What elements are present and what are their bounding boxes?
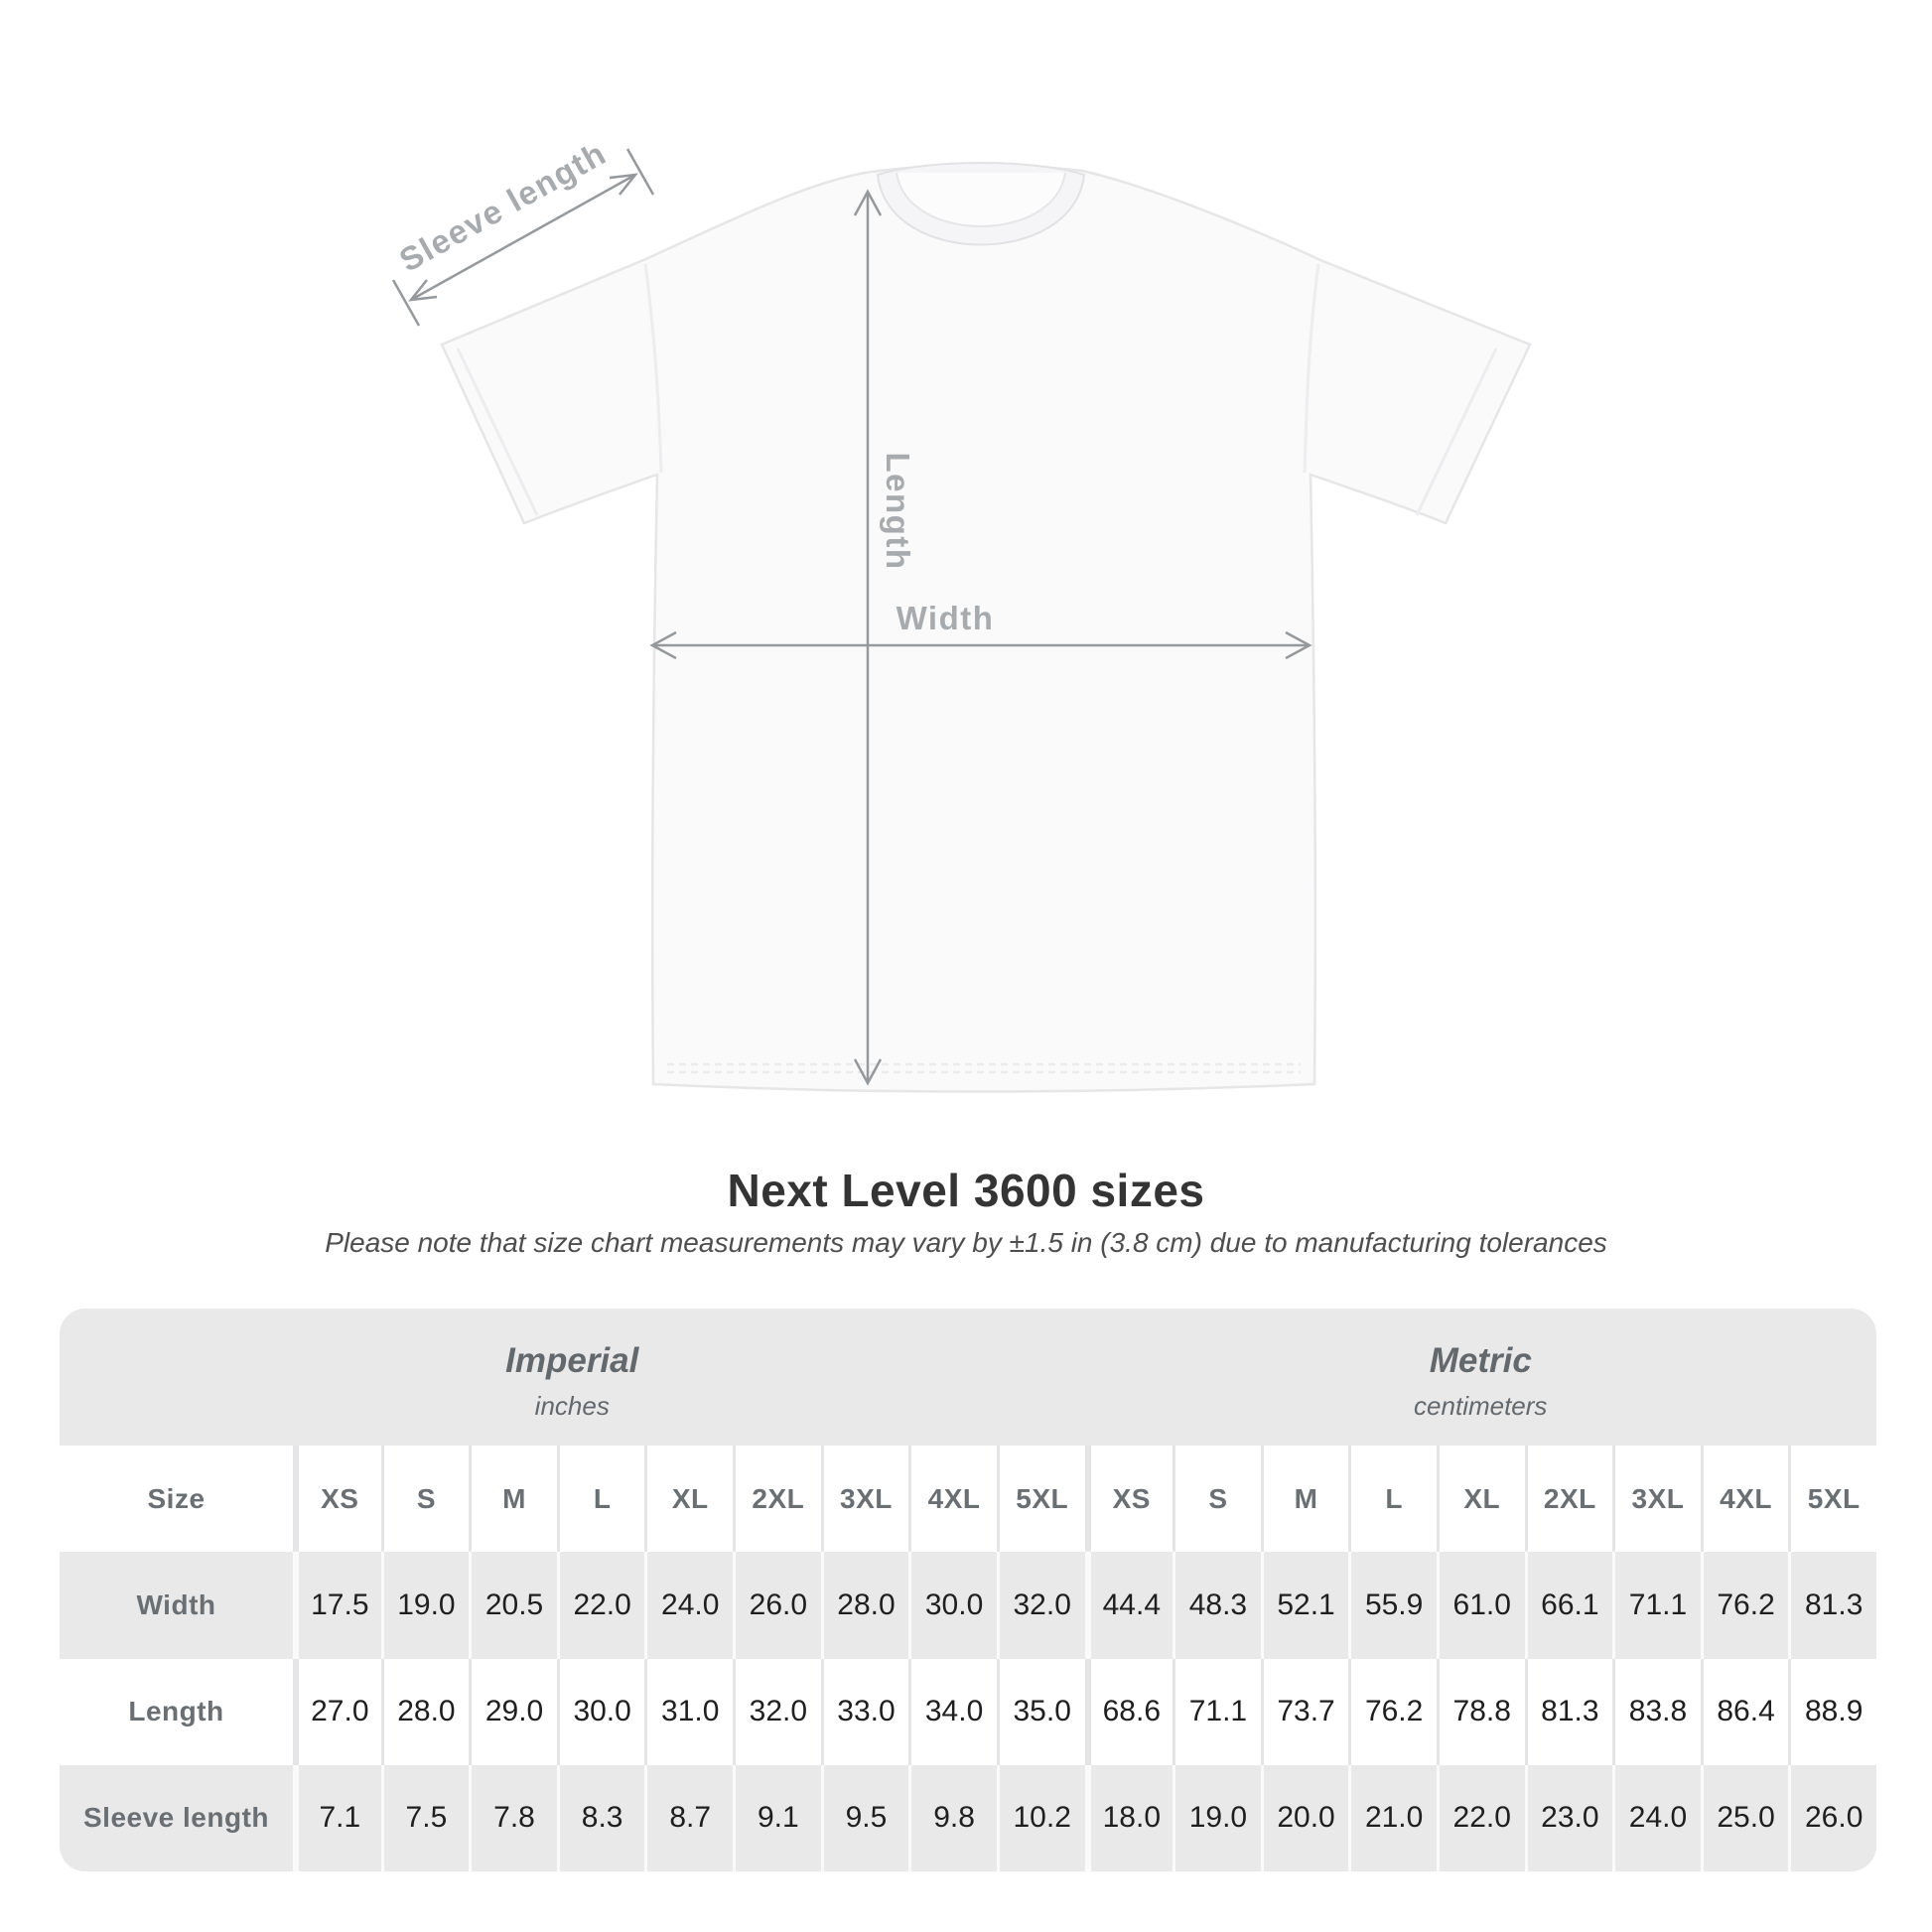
table-cell: 68.6 [1085, 1659, 1173, 1765]
table-cell: 30.0 [557, 1659, 645, 1765]
size-header-imperial-4xl: 4XL [908, 1446, 997, 1552]
size-header-metric-s: S [1173, 1446, 1261, 1552]
table-cell: 27.0 [293, 1659, 381, 1765]
table-cell: 7.1 [293, 1765, 381, 1871]
table-cell: 34.0 [908, 1659, 997, 1765]
table-cell: 32.0 [733, 1659, 821, 1765]
size-header-imperial-s: S [381, 1446, 470, 1552]
table-cell: 66.1 [1525, 1552, 1613, 1658]
table-cell: 76.2 [1348, 1659, 1437, 1765]
table-cell: 8.7 [644, 1765, 733, 1871]
metric-title: Metric [1429, 1340, 1532, 1380]
page-subtitle: Please note that size chart measurements may vary by ±1.5 in (3.8 cm) due to manufacturing tolerances [325, 1227, 1607, 1258]
imperial-unit: inches [534, 1390, 610, 1421]
size-header-metric-4xl: 4XL [1701, 1446, 1789, 1552]
size-header-imperial-l: L [557, 1446, 645, 1552]
table-cell: 86.4 [1701, 1659, 1789, 1765]
size-header-metric-2xl: 2XL [1525, 1446, 1613, 1552]
table-cell: 33.0 [821, 1659, 909, 1765]
table-cell: 8.3 [557, 1765, 645, 1871]
table-cell: 76.2 [1701, 1552, 1789, 1658]
table-cell: 81.3 [1788, 1552, 1876, 1658]
table-cell: 35.0 [997, 1659, 1085, 1765]
table-cell: 24.0 [1612, 1765, 1701, 1871]
width-label: Width [896, 600, 995, 636]
table-cell: 81.3 [1525, 1659, 1613, 1765]
size-header-metric-m: M [1261, 1446, 1349, 1552]
imperial-title: Imperial [505, 1340, 639, 1380]
table-cell: 9.1 [733, 1765, 821, 1871]
size-table [60, 1309, 1876, 1871]
table-cell: 19.0 [381, 1552, 470, 1658]
size-header-imperial-3xl: 3XL [821, 1446, 909, 1552]
table-cell: 28.0 [381, 1659, 470, 1765]
table-cell: 71.1 [1612, 1552, 1701, 1658]
table-cell: 22.0 [1437, 1765, 1525, 1871]
table-cell: 20.0 [1261, 1765, 1349, 1871]
table-cell: 18.0 [1085, 1765, 1173, 1871]
metric-unit: centimeters [1414, 1390, 1548, 1421]
size-header-imperial-xs: XS [293, 1446, 381, 1552]
table-cell: 7.5 [381, 1765, 470, 1871]
table-cell: 52.1 [1261, 1552, 1349, 1658]
table-cell: 7.8 [469, 1765, 557, 1871]
metric-section-header [1085, 1309, 1877, 1446]
table-cell: 30.0 [908, 1552, 997, 1658]
page-title: Next Level 3600 sizes [727, 1165, 1205, 1216]
table-cell: 31.0 [644, 1659, 733, 1765]
size-header-metric-xl: XL [1437, 1446, 1525, 1552]
table-cell: 21.0 [1348, 1765, 1437, 1871]
table-cell: 17.5 [293, 1552, 381, 1658]
table-cell: 9.5 [821, 1765, 909, 1871]
table-cell: 9.8 [908, 1765, 997, 1871]
row-label-length: Length [60, 1659, 293, 1765]
table-cell: 28.0 [821, 1552, 909, 1658]
table-cell: 44.4 [1085, 1552, 1173, 1658]
table-cell: 10.2 [997, 1765, 1085, 1871]
size-header-metric-5xl: 5XL [1788, 1446, 1876, 1552]
size-header-imperial-m: M [469, 1446, 557, 1552]
size-header-metric-3xl: 3XL [1612, 1446, 1701, 1552]
imperial-section-header [60, 1309, 1085, 1446]
table-cell: 32.0 [997, 1552, 1085, 1658]
table-cell: 78.8 [1437, 1659, 1525, 1765]
table-cell: 20.5 [469, 1552, 557, 1658]
sleeve-length-label: Sleeve length [392, 134, 613, 279]
table-cell: 26.0 [1788, 1765, 1876, 1871]
table-cell: 83.8 [1612, 1659, 1701, 1765]
length-label: Length [880, 452, 916, 571]
table-cell: 19.0 [1173, 1765, 1261, 1871]
table-cell: 24.0 [644, 1552, 733, 1658]
table-cell: 88.9 [1788, 1659, 1876, 1765]
size-header-imperial-xl: XL [644, 1446, 733, 1552]
table-cell: 26.0 [733, 1552, 821, 1658]
table-cell: 25.0 [1701, 1765, 1789, 1871]
size-column-header: Size [60, 1446, 293, 1552]
table-cell: 73.7 [1261, 1659, 1349, 1765]
size-header-metric-l: L [1348, 1446, 1437, 1552]
table-cell: 22.0 [557, 1552, 645, 1658]
table-cell: 61.0 [1437, 1552, 1525, 1658]
table-cell: 55.9 [1348, 1552, 1437, 1658]
size-header-metric-xs: XS [1085, 1446, 1173, 1552]
table-cell: 29.0 [469, 1659, 557, 1765]
row-label-sleeve-length: Sleeve length [60, 1765, 293, 1871]
table-cell: 48.3 [1173, 1552, 1261, 1658]
size-header-imperial-2xl: 2XL [733, 1446, 821, 1552]
row-label-width: Width [60, 1552, 293, 1658]
table-cell: 71.1 [1173, 1659, 1261, 1765]
size-header-imperial-5xl: 5XL [997, 1446, 1085, 1552]
table-cell: 23.0 [1525, 1765, 1613, 1871]
